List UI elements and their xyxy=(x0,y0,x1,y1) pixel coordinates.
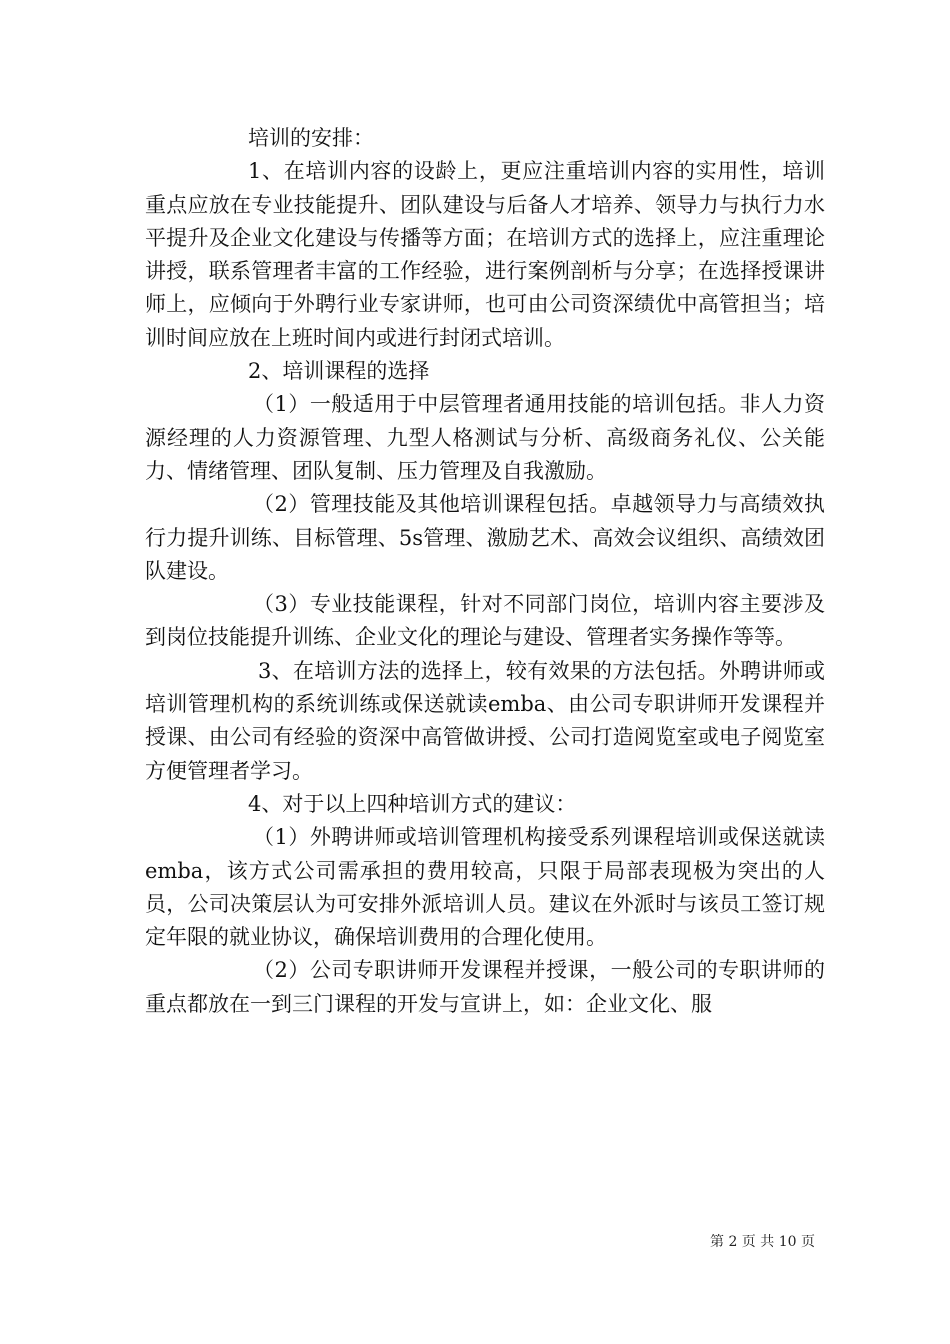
paragraph-item-2-sub-2: （2）管理技能及其他培训课程包括。卓越领导力与高绩效执行力提升训练、目标管理、5s管理、激励艺术、高效会议组织、高绩效团队建设。 xyxy=(145,492,825,583)
paragraph-item-2-heading: 2、培训课程的选择 xyxy=(248,359,430,384)
paragraph-item-4-sub-1: （1）外聘讲师或培训管理机构接受系列课程培训或保送就读emba，该方式公司需承担的费用较高，只限于局部表现极为突出的人员，公司决策层认为可安排外派培训人员。建议在外派时与该员工签订规定年限的就业协议，确保培训费用的合理化使用。 xyxy=(145,825,825,950)
paragraph-item-4-heading: 4、对于以上四种培训方式的建议： xyxy=(248,791,577,816)
paragraph-item-2-sub-3: （3）专业技能课程，针对不同部门岗位，培训内容主要涉及到岗位技能提升训练、企业文化的理论与建设、管理者实务操作等等。 xyxy=(145,592,825,650)
section-heading-training-arrangement: 培训的安排： xyxy=(248,126,374,150)
document-body xyxy=(145,122,825,1021)
page-number-footer: 第 2 页 共 10 页 xyxy=(710,1234,815,1250)
paragraph-item-1: 1、在培训内容的设龄上，更应注重培训内容的实用性，培训重点应放在专业技能提升、团队建设与后备人才培养、领导力与执行力水平提升及企业文化建设与传播等方面；在培训方式的选择上，应注重理论讲授，联系管理者丰富的工作经验，进行案例剖析与分享；在选择授课讲师上，应倾向于外聘行业专家讲师，也可由公司资深绩优中高管担当；培训时间应放在上班时间内或进行封闭式培训。 xyxy=(145,159,825,350)
paragraph-item-2-sub-1: （1）一般适用于中层管理者通用技能的培训包括。非人力资源经理的人力资源管理、九型人格测试与分析、高级商务礼仪、公关能力、情绪管理、团队复制、压力管理及自我激励。 xyxy=(145,392,825,483)
paragraph-item-3: 3、在培训方法的选择上，较有效果的方法包括。外聘讲师或培训管理机构的系统训练或保送就读emba、由公司专职讲师开发课程并授课、由公司有经验的资深中高管做讲授、公司打造阅览室或电子阅览室方便管理者学习。 xyxy=(145,658,825,783)
paragraph-item-4-sub-2: （2）公司专职讲师开发课程并授课，一般公司的专职讲师的重点都放在一到三门课程的开发与宣讲上，如：企业文化、服 xyxy=(145,958,825,1016)
